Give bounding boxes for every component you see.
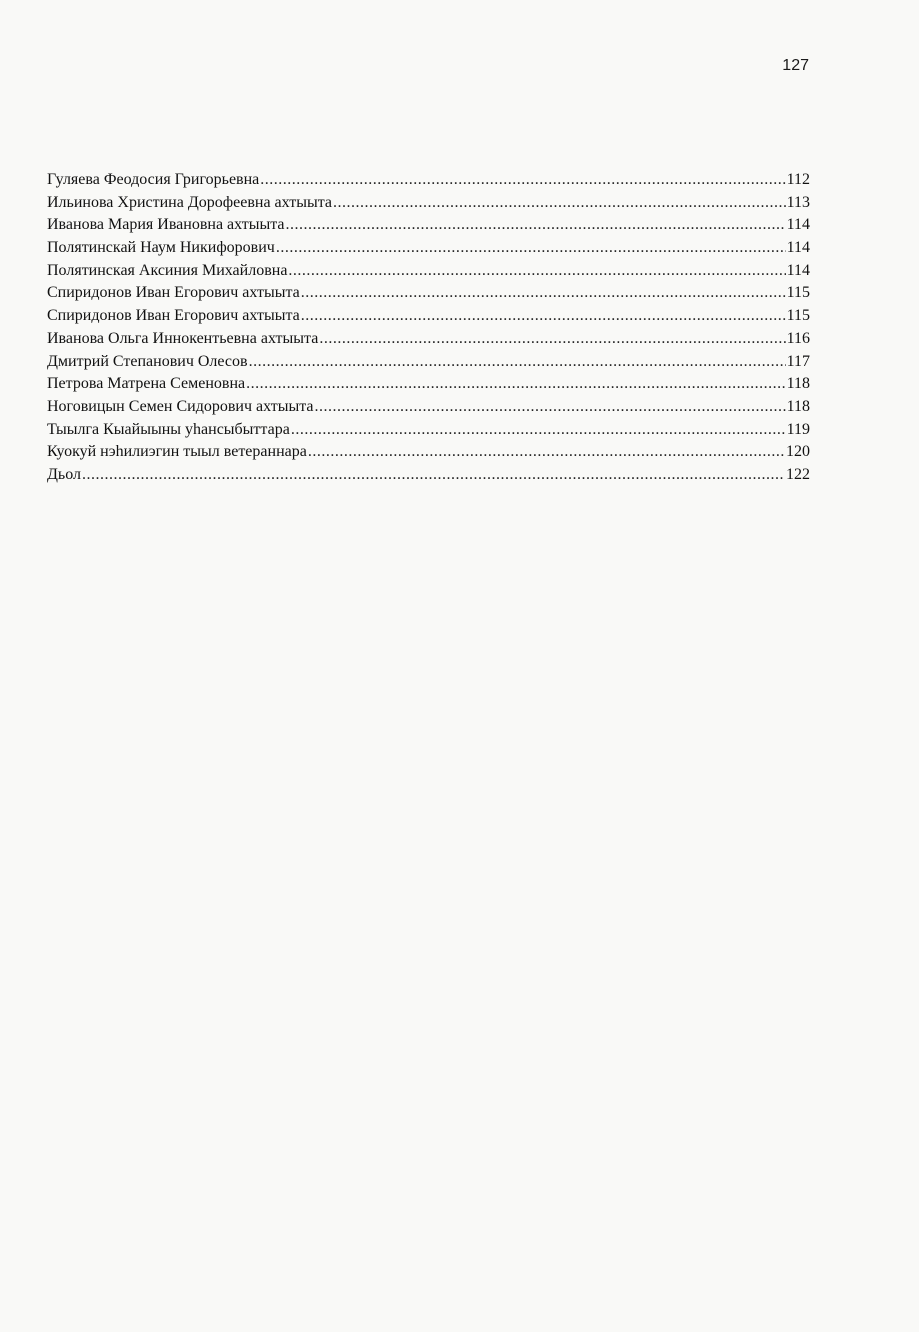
toc-entry-page: 117 [786,352,810,370]
toc-entry-page: 114 [786,261,810,279]
toc-entry [47,282,810,305]
toc-entry-page: 122 [786,465,810,483]
toc-entry-page: 112 [786,171,810,188]
toc-dot-leader [301,305,786,328]
toc-entry [47,214,810,237]
toc-entry [47,169,810,192]
toc-entry [47,396,810,419]
toc-entry-page: 118 [786,397,810,415]
toc-dot-leader [260,169,785,192]
toc-entry-title: Дмитрий Степанович Олесов [47,352,248,370]
toc-entry-page: 116 [786,329,810,347]
toc-entry-page: 113 [786,193,810,211]
toc-entry-page: 114 [786,239,810,257]
toc-entry-title: Дьол [47,465,81,483]
toc-dot-leader [249,351,786,374]
toc-entry-page: 115 [786,307,810,325]
toc-entry [47,305,810,328]
toc-dot-leader [301,282,786,305]
table-of-contents [47,169,810,487]
toc-entry-title: Гуляева Феодосия Григорьевна [47,171,260,188]
toc-entry [47,260,810,283]
toc-entry-title: Ильинова Христина Дорофеевна ахтыыта [47,193,333,211]
toc-entry-page: 115 [786,284,810,302]
toc-dot-leader [82,464,785,487]
toc-dot-leader [333,192,786,215]
toc-entry-title: Петрова Матрена Семеновна [47,375,246,393]
toc-entry [47,373,810,396]
toc-entry-title: Спиридонов Иван Егорович ахтыыта [47,284,300,302]
toc-entry [47,419,810,442]
toc-entry-title: Полятинскай Наум Никифорович [47,239,275,257]
toc-entry-title: Куокуй нэһилиэгин тыыл ветераннара [47,443,307,461]
toc-entry-title: Ноговицын Семен Сидорович ахтыыта [47,397,314,415]
toc-dot-leader [291,419,786,442]
toc-dot-leader [286,214,786,237]
toc-entry-title: Иванова Мария Ивановна ахтыыта [47,216,285,234]
toc-entry-page: 120 [786,443,810,461]
toc-dot-leader [246,373,785,396]
toc-entry-page: 118 [786,375,810,393]
toc-dot-leader [288,260,785,283]
toc-entry-page: 114 [786,216,810,234]
toc-entry-title: Иванова Ольга Иннокентьевна ахтыыта [47,329,319,347]
toc-dot-leader [315,396,786,419]
toc-dot-leader [308,441,785,464]
toc-entry-page: 119 [786,420,810,438]
page-number: 127 [782,57,809,74]
toc-dot-leader [319,328,785,351]
toc-entry [47,237,810,260]
toc-entry [47,351,810,374]
toc-entry [47,192,810,215]
toc-entry [47,464,810,487]
toc-entry-title: Тыылга Кыайыыны уһансыбыттара [47,420,290,438]
toc-entry-title: Спиридонов Иван Егорович ахтыыта [47,307,300,325]
toc-entry [47,328,810,351]
toc-entry-title: Полятинская Аксиния Михайловна [47,261,288,279]
toc-dot-leader [276,237,786,260]
toc-entry [47,441,810,464]
